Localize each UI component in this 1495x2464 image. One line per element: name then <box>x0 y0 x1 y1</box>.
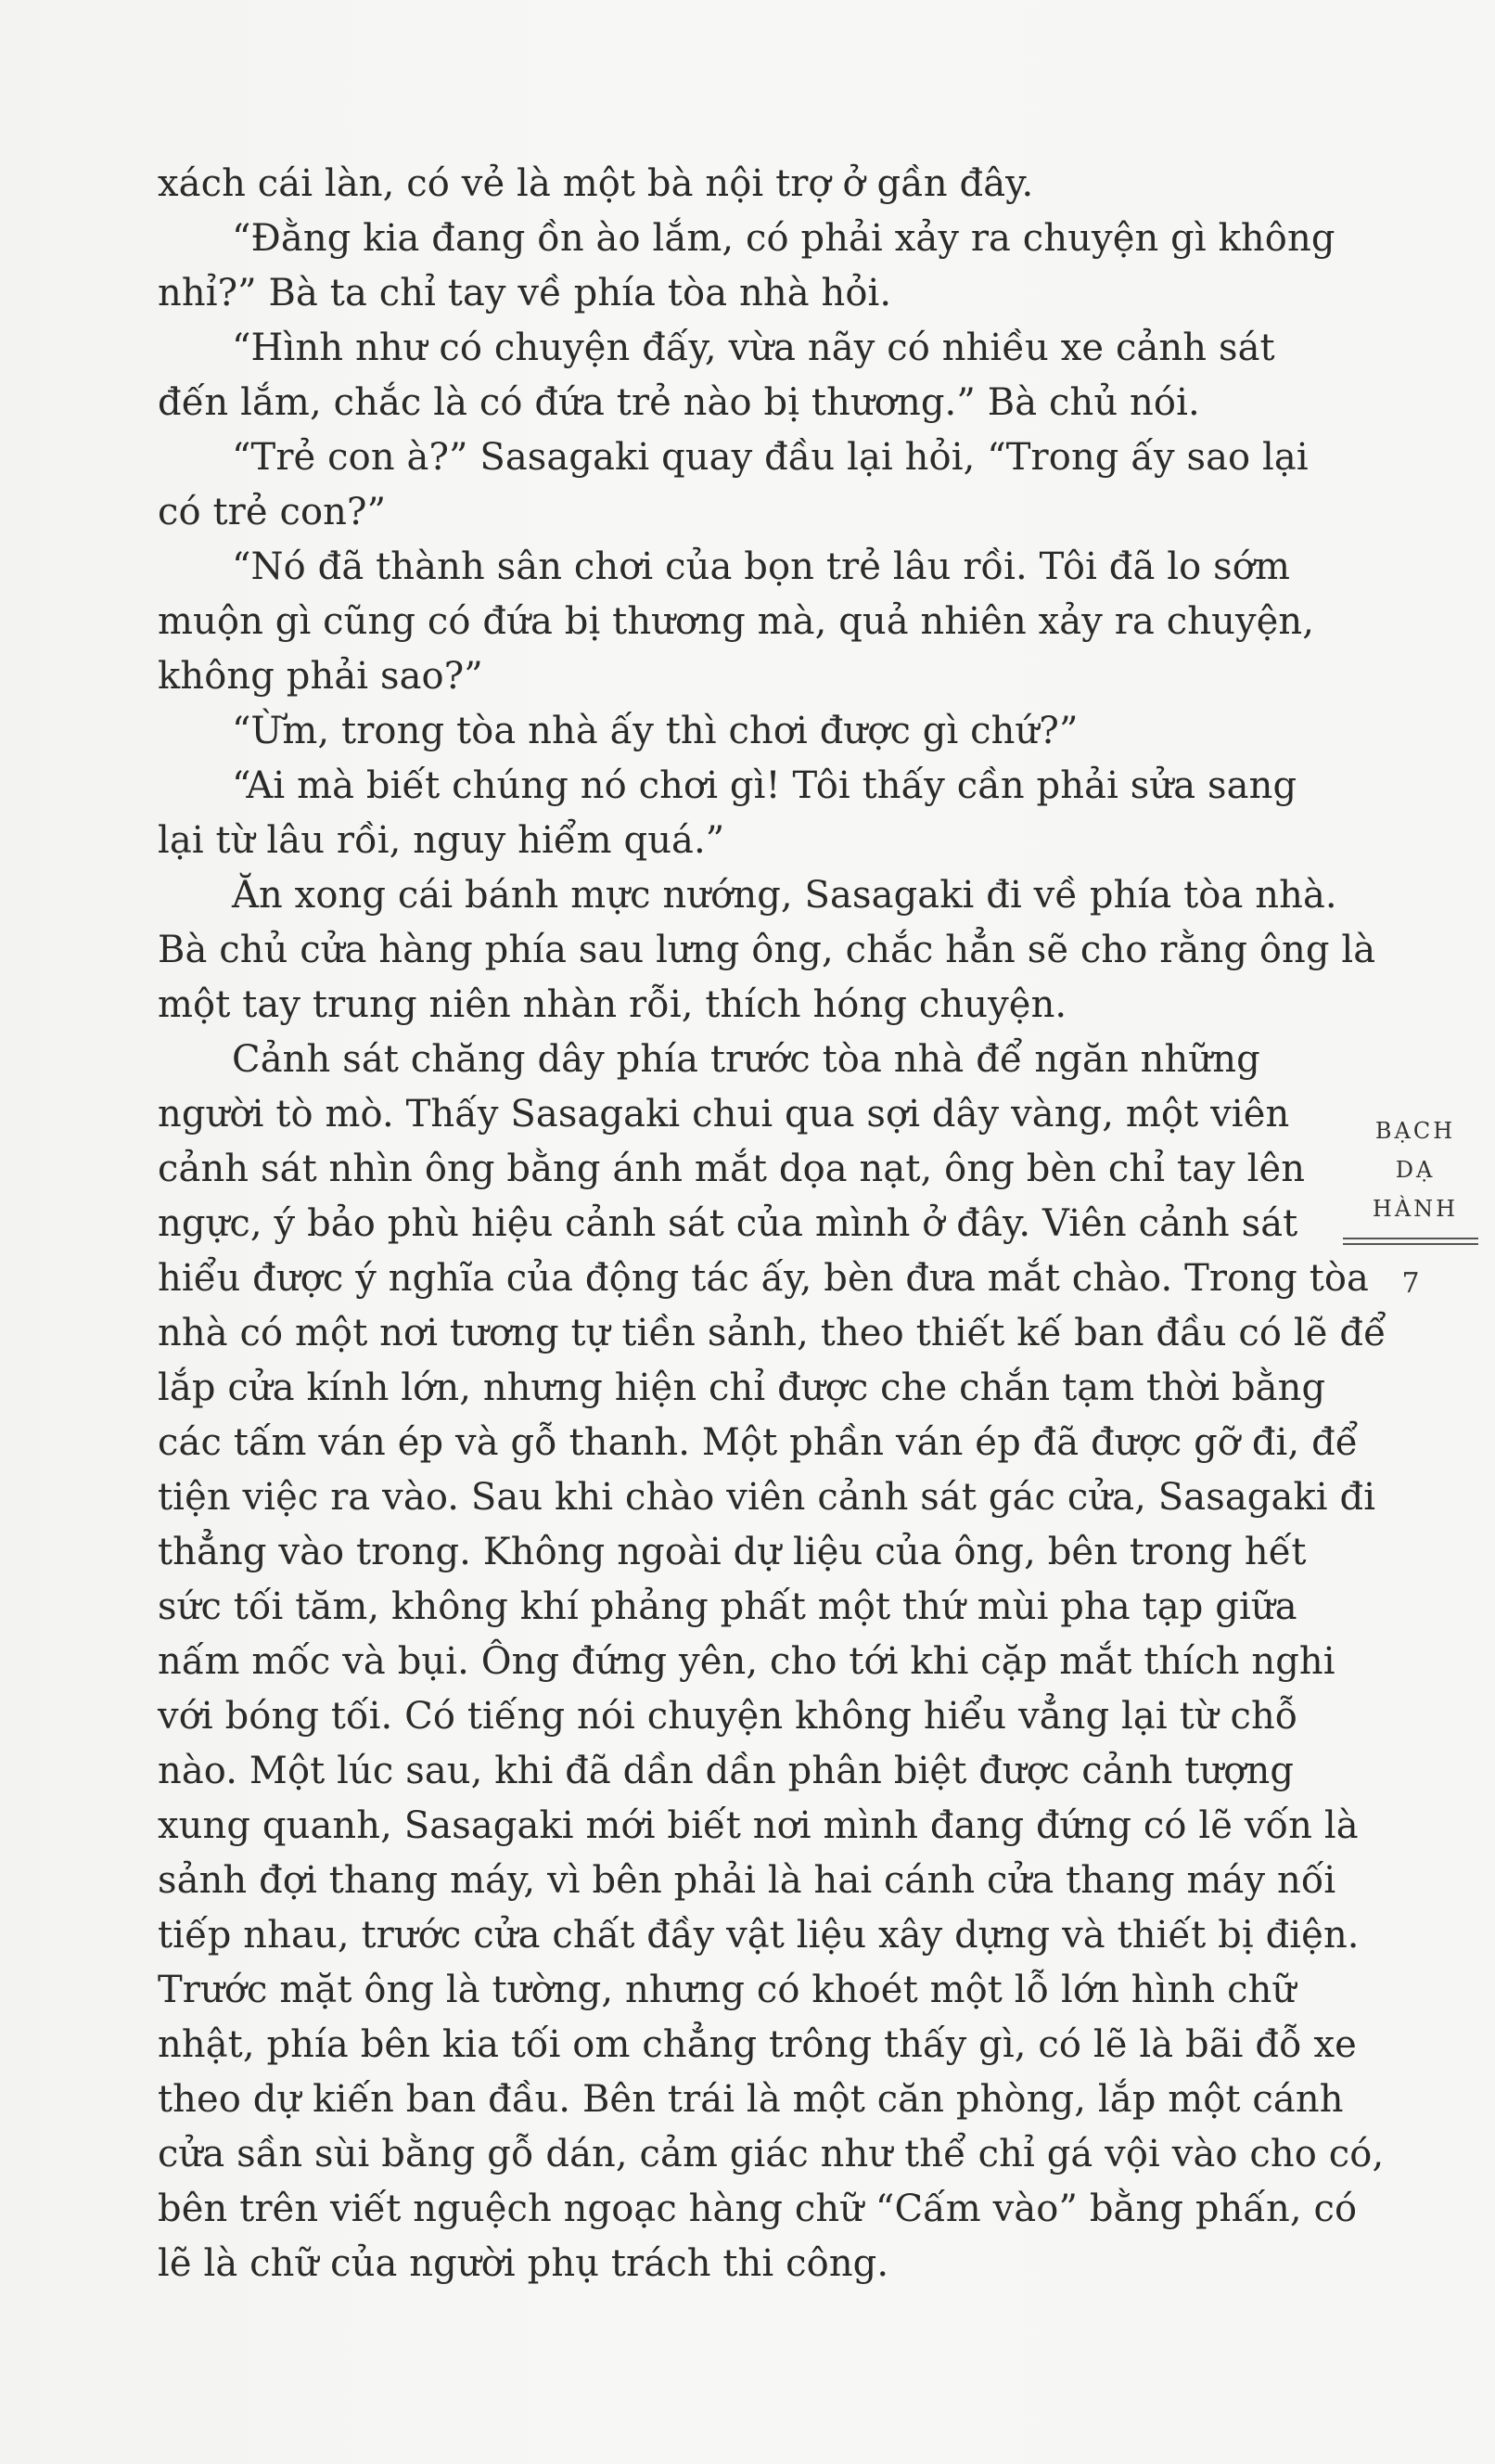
text-line: nhật, phía bên kia tối om chẳng trông thấy gì, có lẽ là bãi đỗ xe <box>158 2023 1357 2066</box>
text-line: đến lắm, chắc là có đứa trẻ nào bị thương.” Bà chủ nói. <box>158 381 1200 424</box>
text-line: hiểu được ý nghĩa của động tác ấy, bèn đưa mắt chào. Trong tòa <box>158 1257 1370 1300</box>
page-number: 7 <box>1401 1267 1420 1300</box>
text-line: cảnh sát nhìn ông bằng ánh mắt dọa nạt, ông bèn chỉ tay lên <box>158 1148 1306 1190</box>
text-line: sảnh đợi thang máy, vì bên phải là hai cánh cửa thang máy nối <box>158 1859 1336 1902</box>
text-line: Trước mặt ông là tường, nhưng có khoét một lỗ lớn hình chữ <box>158 1969 1297 2011</box>
text-line: có trẻ con?” <box>158 491 387 533</box>
text-line: không phải sao?” <box>158 655 483 698</box>
text-line: một tay trung niên nhàn rỗi, thích hóng chuyện. <box>158 983 1067 1026</box>
running-head-book-title <box>1343 1111 1488 1228</box>
running-head-word: HÀNH <box>1372 1196 1459 1222</box>
text-line: theo dự kiến ban đầu. Bên trái là một căn phòng, lắp một cánh <box>158 2078 1344 2121</box>
text-line: lắp cửa kính lớn, nhưng hiện chỉ được che chắn tạm thời bằng <box>158 1367 1326 1409</box>
text-line: nhà có một nơi tương tự tiền sảnh, theo thiết kế ban đầu có lẽ để <box>158 1312 1386 1354</box>
text-line: thẳng vào trong. Không ngoài dự liệu của ông, bên trong hết <box>158 1531 1307 1573</box>
text-line: “Nó đã thành sân chơi của bọn trẻ lâu rồi. Tôi đã lo sớm <box>232 545 1290 588</box>
text-line: “Hình như có chuyện đấy, vừa nãy có nhiều xe cảnh sát <box>232 327 1275 369</box>
text-line: các tấm ván ép và gỗ thanh. Một phần ván ép đã được gỡ đi, để <box>158 1421 1359 1464</box>
text-line: “Trẻ con à?” Sasagaki quay đầu lại hỏi, “Trong ấy sao lại <box>232 436 1309 479</box>
text-line: tiếp nhau, trước cửa chất đầy vật liệu xây dựng và thiết bị điện. <box>158 1914 1360 1957</box>
text-line: lẽ là chữ của người phụ trách thi công. <box>158 2242 889 2285</box>
text-line: “Ừm, trong tòa nhà ấy thì chơi được gì chứ?” <box>232 710 1079 752</box>
text-line: lại từ lâu rồi, nguy hiểm quá.” <box>158 819 725 862</box>
text-line: Ăn xong cái bánh mực nướng, Sasagaki đi về phía tòa nhà. <box>232 874 1337 917</box>
text-line: “Ai mà biết chúng nó chơi gì! Tôi thấy cần phải sửa sang <box>232 764 1297 807</box>
text-line: người tò mò. Thấy Sasagaki chui qua sợi dây vàng, một viên <box>158 1093 1290 1136</box>
text-line: bên trên viết nguệch ngoạc hàng chữ “Cấm vào” bằng phấn, có <box>158 2188 1358 2230</box>
text-line: Cảnh sát chăng dây phía trước tòa nhà để ngăn những <box>232 1038 1260 1081</box>
running-head-rule-top <box>1343 1238 1478 1239</box>
text-line: muộn gì cũng có đứa bị thương mà, quả nhiên xảy ra chuyện, <box>158 600 1315 643</box>
text-line: “Đằng kia đang ồn ào lắm, có phải xảy ra chuyện gì không <box>232 217 1335 260</box>
text-line: nhỉ?” Bà ta chỉ tay về phía tòa nhà hỏi. <box>158 272 892 314</box>
text-line: sức tối tăm, không khí phảng phất một thứ mùi pha tạp giữa <box>158 1585 1297 1628</box>
text-line: nấm mốc và bụi. Ông đứng yên, cho tới khi cặp mắt thích nghi <box>158 1640 1335 1683</box>
text-line: nào. Một lúc sau, khi đã dần dần phân biệt được cảnh tượng <box>158 1750 1295 1792</box>
text-line: cửa sần sùi bằng gỗ dán, cảm giác như thể chỉ gá vội vào cho có, <box>158 2133 1385 2175</box>
text-line: Bà chủ cửa hàng phía sau lưng ông, chắc hẳn sẽ cho rằng ông là <box>158 929 1376 971</box>
running-head-word: BẠCH <box>1374 1118 1456 1144</box>
text-line: ngực, ý bảo phù hiệu cảnh sát của mình ở đây. Viên cảnh sát <box>158 1202 1298 1245</box>
text-line: tiện việc ra vào. Sau khi chào viên cảnh sát gác cửa, Sasagaki đi <box>158 1476 1376 1519</box>
text-line: xung quanh, Sasagaki mới biết nơi mình đang đứng có lẽ vốn là <box>158 1804 1359 1847</box>
text-line: xách cái làn, có vẻ là một bà nội trợ ở gần đây. <box>158 162 1034 205</box>
text-line: với bóng tối. Có tiếng nói chuyện không hiểu vẳng lại từ chỗ <box>158 1695 1298 1738</box>
running-head-word: DẠ <box>1395 1157 1436 1183</box>
running-head-rule-bottom <box>1343 1243 1478 1245</box>
